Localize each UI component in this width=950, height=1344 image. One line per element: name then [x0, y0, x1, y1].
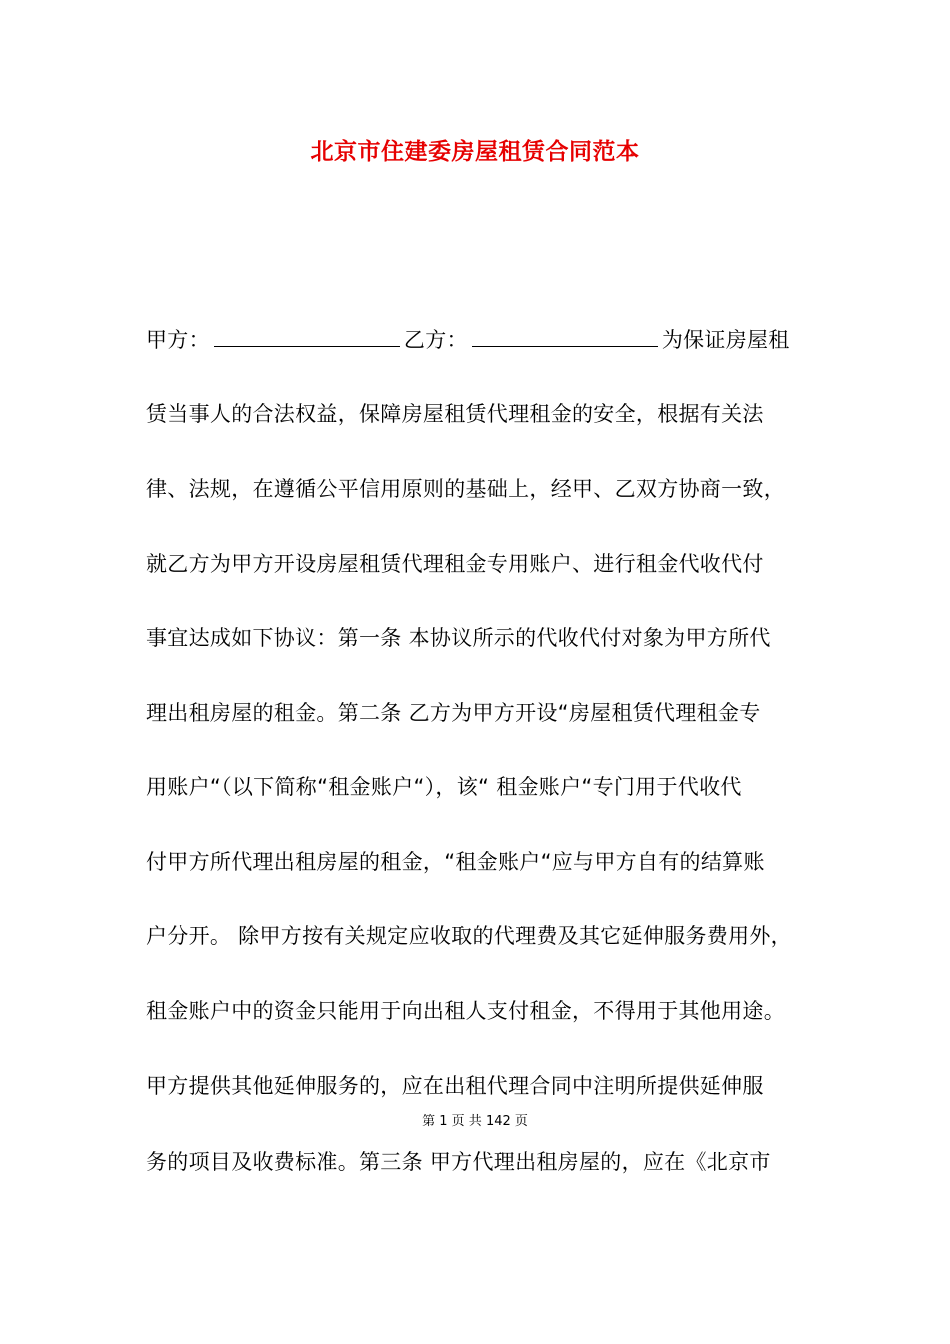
body-line-2: 赁当事人的合法权益，保障房屋租赁代理租金的安全，根据有关法	[146, 402, 764, 426]
total-pages-number: 142	[485, 1114, 511, 1129]
body-line-3: 律、法规，在遵循公平信用原则的基础上，经甲、乙双方协商一致，	[146, 477, 785, 501]
party-b-blank	[472, 326, 658, 347]
party-a-blank	[214, 326, 400, 347]
body-line-7: 用账户“（以下简称“租金账户“），该“ 租金账户“专门用于代收代	[146, 775, 742, 799]
page-number-footer	[0, 1113, 950, 1131]
body-line-12: 务的项目及收费标准。第三条 甲方代理出租房屋的，应在《北京市	[146, 1150, 771, 1174]
line1-tail: 为保证房屋租	[661, 328, 790, 352]
current-page-number: 1	[439, 1114, 448, 1129]
footer-middle: 页 共	[451, 1114, 482, 1129]
body-line-11: 甲方提供其他延伸服务的，应在出租代理合同中注明所提供延伸服	[146, 1074, 764, 1098]
footer-prefix: 第	[422, 1114, 436, 1129]
body-line-5: 事宜达成如下协议：第一条 本协议所示的代收代付对象为甲方所代	[146, 626, 771, 650]
body-line-6: 理出租房屋的租金。第二条 乙方为甲方开设“房屋租赁代理租金专	[146, 701, 761, 725]
page-title: 北京市住建委房屋租赁合同范本	[310, 139, 640, 165]
body-line-4: 就乙方为甲方开设房屋租赁代理租金专用账户、进行租金代收代付	[146, 552, 764, 576]
body-line-8: 付甲方所代理出租房屋的租金，“租金账户“应与甲方自有的结算账	[146, 850, 765, 874]
body-line-10: 租金账户中的资金只能用于向出租人支付租金，不得用于其他用途。	[146, 999, 785, 1023]
body-line-9: 户分开。 除甲方按有关规定应收取的代理费及其它延伸服务费用外，	[146, 924, 792, 948]
footer-suffix: 页	[514, 1114, 528, 1129]
body-line-1	[146, 325, 790, 355]
party-b-label: 乙方：	[403, 328, 468, 352]
party-a-label: 甲方：	[146, 328, 210, 352]
